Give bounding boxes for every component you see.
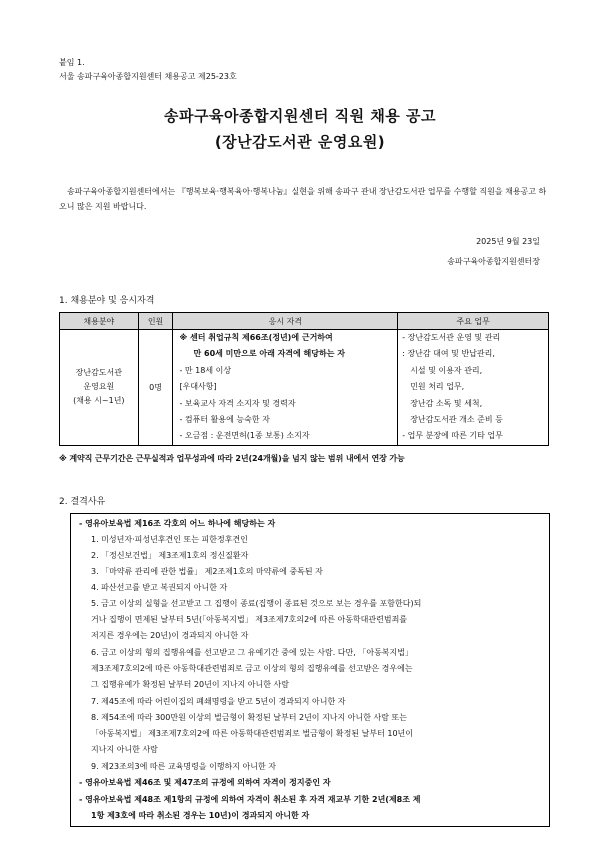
page-subtitle: (장난감도서관 운영요원): [214, 133, 386, 151]
duties-cell: [398, 330, 549, 446]
disqualification-line: 6. 금고 이상의 형의 집행유예를 선고받고 그 유예기간 중에 있는 사람. 다만, 「아동복지법」: [91, 648, 413, 657]
duty-line: 장난감 소독 및 세척,: [410, 398, 483, 408]
qualification-line: - 컴퓨터 활용에 능숙한 자: [179, 414, 270, 424]
table-row: [60, 330, 549, 446]
disqualification-line: 1항 제3호에 따라 취소된 경우는 10년)이 경과되지 아니한 자: [91, 811, 310, 820]
field-period-line: (채용 시~1년): [73, 396, 125, 406]
intro-paragraph: 송파구육아종합지원센터에서는 『행복보육·행복육아·행복나눔』실현을 위해 송파구 관내 장난감도서관 업무를 수행할 직원을 채용공고 하오니 많은 지원 바랍니다.: [59, 187, 547, 211]
disqualification-line: 제3조제7호의2에 따른 아동학대관련범죄로 금고 이상의 형의 집행유예를 선고받은 경우에는: [91, 664, 413, 673]
section2-heading: 2. 결격사유: [59, 497, 106, 507]
qualification-line: - 보육교사 자격 소지자 및 경력자: [179, 398, 296, 408]
duty-line: : 장난감 대여 및 반납관리,: [402, 349, 495, 359]
duty-line: - 장난감도서관 운영 및 관리: [402, 333, 501, 342]
contract-note: ※ 계약직 근무기간은 근무실적과 업무성과에 따라 2년(24개월)을 넘지 않는 범위 내에서 연장 가능: [59, 454, 405, 463]
disqualification-line: - 영유아보육법 제46조 및 제47조의 규정에 의하여 자격이 정지중인 자: [79, 778, 331, 787]
disqualification-line: 거나 집행이 면제된 날부터 5년(「아동복지법」 제3조제7호의2에 따른 아동학대관련범죄를: [91, 615, 408, 624]
duty-line: - 업무 분장에 따른 기타 업무: [402, 431, 503, 441]
disqualification-line: 4. 파산선고를 받고 복권되지 아니한 자: [91, 583, 228, 592]
qualification-line: 만 60세 미만으로 아래 자격에 해당하는 자: [193, 349, 345, 359]
disqualification-line: 지나지 아니한 사람: [91, 745, 158, 754]
duty-line: 장난감도서관 개소 준비 등: [410, 414, 503, 424]
qualification-line: ※ 센터 취업규칙 제66조(정년)에 근거하여: [179, 333, 333, 342]
column-header: 인원: [138, 313, 173, 330]
headcount-cell: 0명: [138, 330, 173, 446]
column-header: 응시 자격: [173, 313, 398, 330]
column-header: 채용분야: [60, 313, 139, 330]
page-title: 송파구육아종합지원센터 직원 채용 공고: [164, 107, 436, 125]
qualification-cell: [173, 330, 398, 446]
recruitment-table: [59, 312, 549, 446]
issuing-organization: 송파구육아종합지원센터장: [447, 257, 540, 266]
disqualification-line: 3. 「마약류 관리에 관한 법률」 제2조제1호의 마약류에 중독된 자: [91, 567, 323, 576]
section1-heading: 1. 채용분야 및 응시자격: [59, 296, 155, 306]
attachment-label: 붙임 1.: [59, 58, 85, 67]
disqualification-line: 9. 제23조의3에 따른 교육명령을 이행하지 아니한 자: [91, 762, 276, 771]
notice-date: 2025년 9월 23일: [476, 237, 540, 246]
disqualification-line: 저지른 경우에는 20년)이 경과되지 아니한 자: [91, 631, 249, 640]
field-name-line: 운영요원: [83, 382, 115, 392]
disqualification-line: 2. 「정신보건법」 제3조제1호의 정신질환자: [91, 551, 249, 560]
duty-line: 시설 및 이용자 관리,: [410, 365, 483, 375]
disqualification-box: [70, 513, 550, 827]
qualification-line: - 만 18세 이상: [179, 365, 232, 375]
field-cell: [60, 330, 139, 446]
notice-number: 서울 송파구육아종합지원센터 채용공고 제25-23호: [59, 72, 237, 81]
disqualification-line: 그 집행유예가 확정된 날부터 20년이 지나지 아니한 사람: [91, 680, 289, 689]
qualification-line: [우대사항]: [179, 382, 217, 392]
disqualification-line: - 영유아보육법 제16조 각호의 어느 하나에 해당하는 자: [79, 519, 276, 528]
qualification-line: - 오금점 : 운전면허(1종 보통) 소지자: [179, 431, 310, 441]
duty-line: 민원 처리 업무,: [410, 382, 465, 392]
disqualification-line: 1. 미성년자·피성년후견인 또는 피한정후견인: [91, 535, 248, 544]
disqualification-line: - 영유아보육법 제48조 제1항의 규정에 의하여 자격이 취소된 후 자격 재교부 기한 2년(제8조 제: [79, 795, 421, 804]
table-header-row: [60, 313, 549, 330]
column-header: 주요 업무: [398, 313, 549, 330]
disqualification-line: 「아동복지법」 제3조제7호의2에 따른 아동학대관련범죄로 벌금형이 확정된 날부터 10년이: [91, 729, 413, 738]
disqualification-line: 7. 제45조에 따라 어린이집의 폐쇄명령을 받고 5년이 경과되지 아니한 자: [91, 697, 346, 706]
field-name-line: 장난감도서관: [75, 368, 122, 378]
disqualification-line: 5. 금고 이상의 실형을 선고받고 그 집행이 종료(집행이 종료된 것으로 보는 경우를 포함한다)되: [91, 599, 422, 608]
disqualification-line: 8. 제54조에 따라 300만원 이상의 벌금형이 확정된 날부터 2년이 지나지 아니한 사람 또는: [91, 713, 407, 722]
